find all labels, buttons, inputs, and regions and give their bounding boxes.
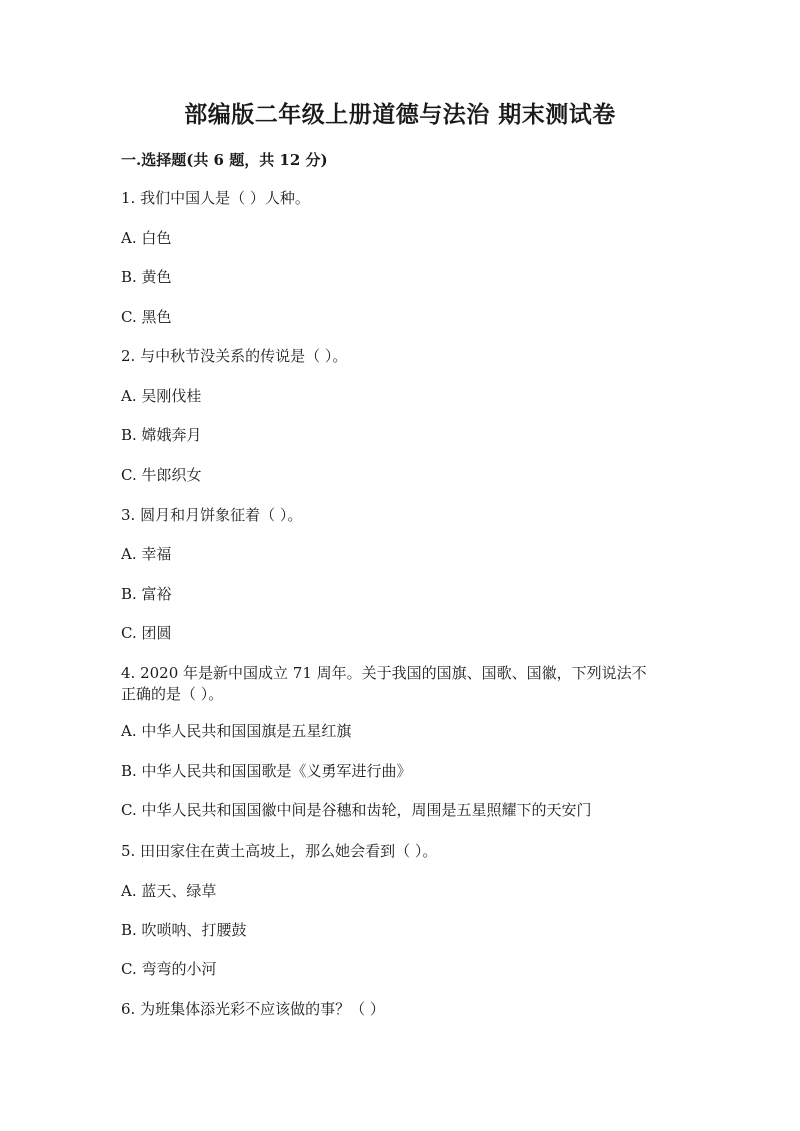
question-4-option-a: A. 中华人民共和国国旗是五星红旗: [121, 722, 352, 740]
question-4-stem-line-2: 正确的是（ ）。: [121, 685, 224, 703]
question-1-stem: 1. 我们中国人是（ ）人种。: [121, 189, 310, 207]
question-4-option-b: B. 中华人民共和国国歌是《义勇军进行曲》: [121, 762, 412, 780]
question-2-option-b: B. 嫦娥奔月: [121, 426, 202, 444]
question-3-option-a: A. 幸福: [121, 545, 172, 563]
section-heading: 一.选择题(共 6 题，共 12 分): [121, 151, 328, 169]
exam-title: 部编版二年级上册道德与法治 期末测试卷: [184, 101, 616, 128]
question-5-option-a: A. 蓝天、绿草: [121, 882, 217, 900]
question-1-option-a: A. 白色: [121, 229, 172, 247]
question-4-option-c: C. 中华人民共和国国徽中间是谷穗和齿轮，周围是五星照耀下的天安门: [121, 801, 592, 819]
question-4-stem-line-1: 4. 2020 年是新中国成立 71 周年。关于我国的国旗、国歌、国徽，下列说法不: [121, 664, 647, 682]
question-5-option-b: B. 吹唢呐、打腰鼓: [121, 921, 247, 939]
question-2-option-a: A. 吴刚伐桂: [121, 387, 202, 405]
question-2-option-c: C. 牛郎织女: [121, 466, 202, 484]
question-2-stem: 2. 与中秋节没关系的传说是（ ）。: [121, 347, 348, 365]
question-3-option-b: B. 富裕: [121, 585, 172, 603]
question-5-option-c: C. 弯弯的小河: [121, 960, 217, 978]
question-6-stem: 6. 为班集体添光彩不应该做的事？（ ）: [121, 1000, 385, 1018]
question-3-stem: 3. 圆月和月饼象征着（ ）。: [121, 506, 303, 524]
question-1-option-c: C. 黑色: [121, 308, 172, 326]
question-5-stem: 5. 田田家住在黄土高坡上，那么她会看到（ ）。: [121, 842, 438, 860]
question-3-option-c: C. 团圆: [121, 624, 172, 642]
question-1-option-b: B. 黄色: [121, 268, 172, 286]
